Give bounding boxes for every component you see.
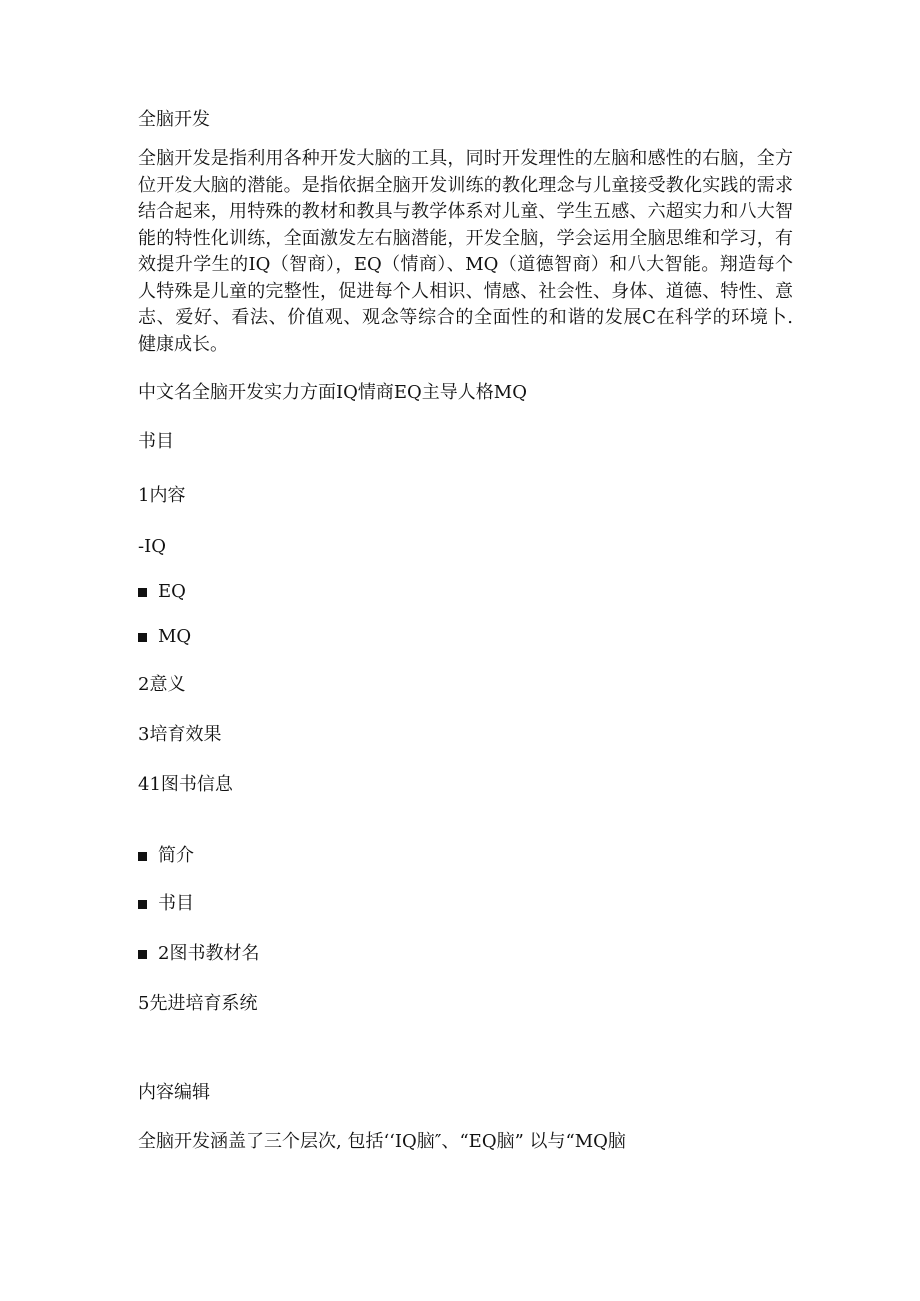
intro-paragraph: 全脑开发是指利用各种开发大脑的工具，同时开发理性的左脑和感性的右脑，全方位开发大脑的潜能。是指依据全脑开发训练的教化理念与儿童接受教化实践的需求结合起来，用特殊的教材和教具与教学体系对儿童、学生五感、六超实力和八大智能的特性化训练，全面激发左右脑潜能，开发全脑，学会运用全脑思维和学习，有效提升学生的IQ（智商），EQ（情商）、MQ（道德智商）和八大智能。翔造每个人特殊是儿童的完整性，促进每个人相识、情感、社会性、身体、道德、特性、意志、爱好、看法、价值观、观念等综合的全面性的和谐的发展C在科学的环境卜. 健康成长。 bbox=[138, 148, 793, 355]
section-text: 全脑开发涵盖了三个层次, 包括‘‘IQ脑″、“EQ脑” 以与“MQ脑 bbox=[138, 1131, 626, 1152]
toc-subitem-intro[interactable] bbox=[138, 844, 194, 868]
toc-title: 书目 bbox=[138, 431, 174, 452]
toc-item-effect[interactable]: 3培育效果 bbox=[138, 724, 222, 745]
toc-item-content[interactable]: 1内容 bbox=[138, 485, 186, 506]
toc-subitem-intro-label: 简介 bbox=[158, 845, 194, 866]
bullet-icon bbox=[138, 900, 147, 909]
toc-subitem-mq-label: MQ bbox=[158, 626, 192, 647]
toc-item-book-info[interactable]: 41图书信息 bbox=[138, 774, 233, 795]
bullet-icon bbox=[138, 633, 147, 642]
bullet-icon bbox=[138, 588, 147, 597]
toc-subitem-textbook[interactable] bbox=[138, 942, 259, 966]
section-title: 内容编辑 bbox=[138, 1082, 210, 1103]
toc-subitem-catalog[interactable] bbox=[138, 892, 194, 916]
toc-subitem-catalog-label: 书目 bbox=[158, 893, 194, 914]
toc-subitem-eq[interactable] bbox=[138, 580, 186, 604]
infobox-line: 中文名全脑开发实力方面IQ情商EQ主导人格MQ bbox=[138, 382, 527, 403]
toc-item-system[interactable]: 5先进培育系统 bbox=[138, 993, 258, 1014]
toc-item-meaning[interactable]: 2意义 bbox=[138, 674, 186, 695]
bullet-icon bbox=[138, 950, 147, 959]
toc-subitem-iq[interactable]: -IQ bbox=[138, 536, 166, 557]
bullet-icon bbox=[138, 852, 147, 861]
toc-subitem-textbook-label: 2图书教材名 bbox=[158, 943, 260, 964]
doc-heading: 全脑开发 bbox=[138, 109, 210, 130]
toc-subitem-mq[interactable] bbox=[138, 625, 191, 649]
toc-subitem-eq-label: EQ bbox=[158, 581, 186, 602]
